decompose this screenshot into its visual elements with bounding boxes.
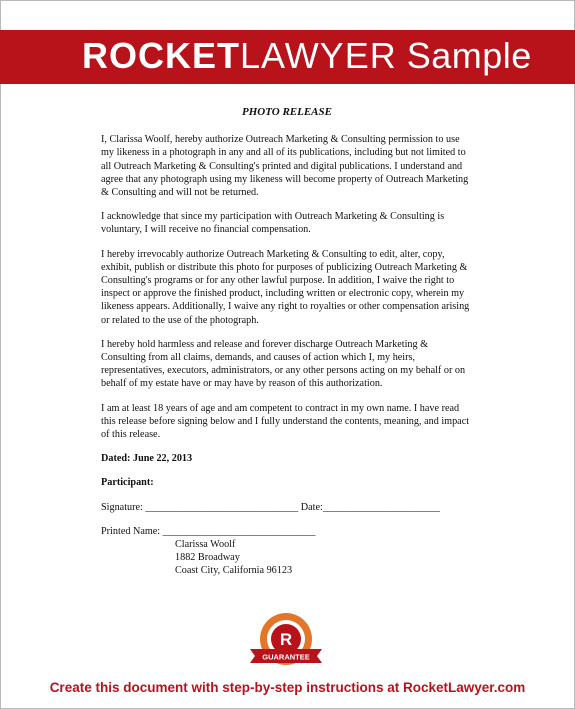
satisfaction-guarantee-seal-icon [247, 611, 325, 675]
sample-banner [0, 30, 575, 84]
paragraph-age: I am at least 18 years of age and am competent to contract in my own name. I have read this release before signing below and I fully understand the contents, meaning, and impact of this release. [101, 402, 470, 441]
paragraph-release: I hereby hold harmless and release and forever discharge Outreach Marketing & Consulting from all claims, demands, and causes of action which I, my heirs, representatives, executors, administrators, or any other persons acting on my behalf or on behalf of my estate have or may have by reason of this authorization. [101, 338, 466, 390]
paragraph-usage-rights: I hereby irrevocably authorize Outreach Marketing & Consulting to edit, alter, copy, exhibit, publish or distribute this photo for purposes of publicizing Outreach Marketing & Consulting's programs or for any other lawful purpose. In addition, I waive the right to inspect or approve the finished product, including written or electronic copy, wherein my likeness appears. Additionally, I waive any right to royalties or other compensation arising or related to the use of the photograph. [101, 248, 470, 326]
document-body [101, 106, 473, 577]
rocketlawyer-logo: ROCKETLAWYER Sample [82, 35, 532, 76]
address-city: Coast City, California 96123 [175, 565, 293, 577]
document-title: PHOTO RELEASE [242, 106, 332, 118]
address-name: Clarissa Woolf [175, 539, 236, 551]
address-street: 1882 Broadway [175, 552, 240, 564]
printed-name-line: Printed Name: ______________________________ [101, 525, 316, 537]
footer-cta[interactable]: Create this document with step-by-step instructions at RocketLawyer.com [49, 680, 526, 695]
svg-text:R: R [279, 630, 293, 649]
signature-date-line: Signature: ______________________________ Date:_______________________ [101, 501, 440, 513]
participant-address [175, 538, 473, 577]
participant-label: Participant: [101, 477, 154, 489]
svg-text:GUARANTEE: GUARANTEE [262, 652, 310, 662]
sample-label: Sample [406, 35, 532, 76]
dated-line: Dated: June 22, 2013 [101, 453, 193, 465]
paragraph-compensation: I acknowledge that since my participation with Outreach Marketing & Consulting is voluntary, I will receive no financial compensation. [101, 211, 445, 236]
paragraph-authorization: I, Clarissa Woolf, hereby authorize Outreach Marketing & Consulting permission to use my likeness in a photograph in any and all of its publications, including but not limited to all Outreach Marketing & Consulting's printed and digital publications. I understand and agree that any photograph using my likeness will become property of Outreach Marketing & Consulting and will not be returned. [101, 134, 469, 199]
